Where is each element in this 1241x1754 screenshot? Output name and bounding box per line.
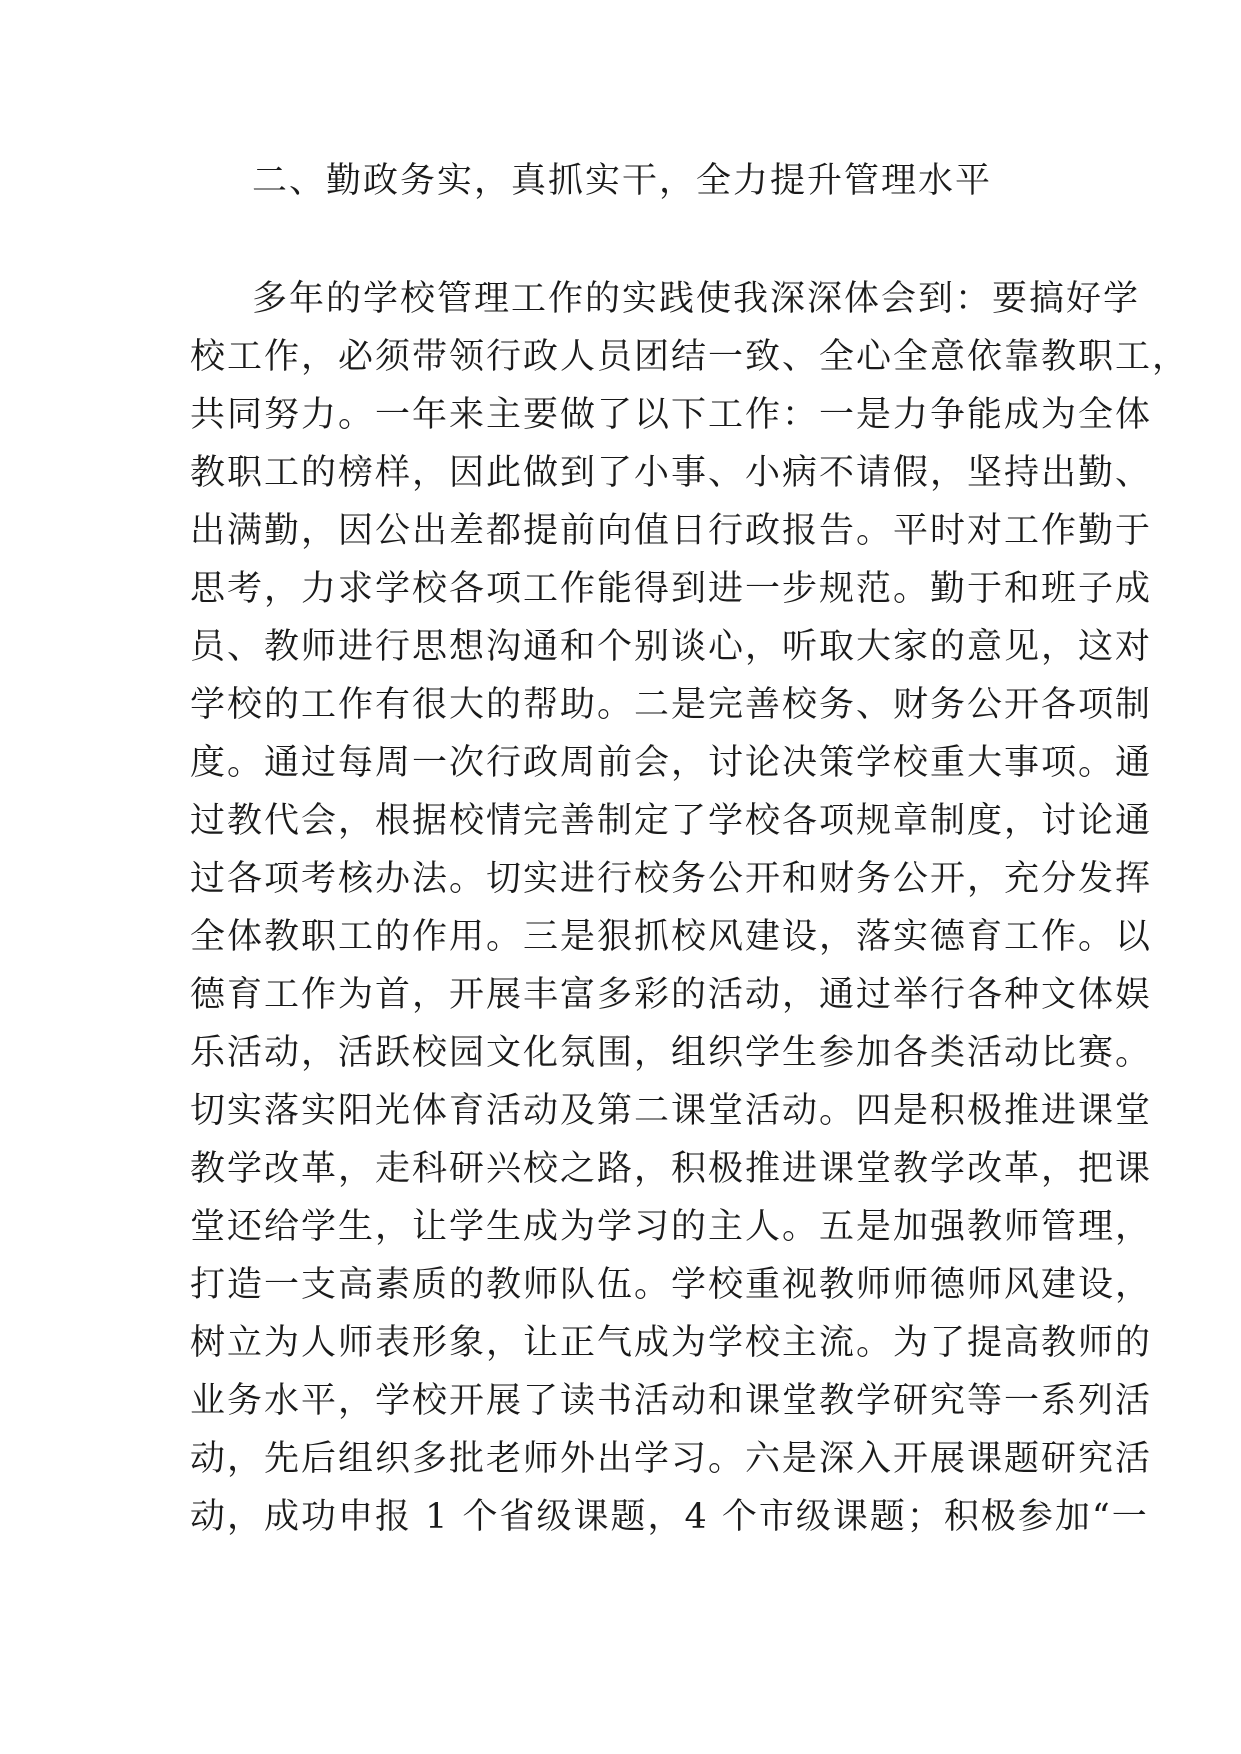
paragraph-line: 业务水平，学校开展了读书活动和课堂教学研究等一系列活 xyxy=(190,1381,1153,1421)
paragraph-line: 度。通过每周一次行政周前会，讨论决策学校重大事项。通 xyxy=(190,743,1153,783)
paragraph-line: 教学改革，走科研兴校之路，积极推进课堂教学改革，把课 xyxy=(190,1149,1153,1189)
paragraph-line: 教职工的榜样，因此做到了小事、小病不请假，坚持出勤、 xyxy=(190,453,1153,493)
paragraph-line: 堂还给学生，让学生成为学习的主人。五是加强教师管理， xyxy=(190,1207,1153,1247)
section-heading: 二、勤政务实，真抓实干，全力提升管理水平 xyxy=(252,161,993,201)
paragraph-line: 德育工作为首，开展丰富多彩的活动，通过举行各种文体娱 xyxy=(190,975,1153,1015)
paragraph-line: 学校的工作有很大的帮助。二是完善校务、财务公开各项制 xyxy=(190,685,1153,725)
paragraph-line: 打造一支高素质的教师队伍。学校重视教师师德师风建设， xyxy=(190,1265,1153,1305)
paragraph-line: 共同努力。一年来主要做了以下工作：一是力争能成为全体 xyxy=(190,395,1153,435)
paragraph-line: 乐活动，活跃校园文化氛围，组织学生参加各类活动比赛。 xyxy=(190,1033,1153,1073)
paragraph-line: 员、教师进行思想沟通和个别谈心，听取大家的意见，这对 xyxy=(190,627,1153,667)
paragraph-line: 树立为人师表形象，让正气成为学校主流。为了提高教师的 xyxy=(190,1323,1153,1363)
paragraph-line: 过各项考核办法。切实进行校务公开和财务公开，充分发挥 xyxy=(190,859,1153,899)
paragraph-line: 校工作，必须带领行政人员团结一致、全心全意依靠教职工， xyxy=(190,337,1190,377)
paragraph-line: 过教代会，根据校情完善制定了学校各项规章制度，讨论通 xyxy=(190,801,1153,841)
paragraph-line: 思考，力求学校各项工作能得到进一步规范。勤于和班子成 xyxy=(190,569,1153,609)
paragraph-line: 出满勤，因公出差都提前向值日行政报告。平时对工作勤于 xyxy=(190,511,1153,551)
body-paragraph xyxy=(190,270,1190,1546)
paragraph-line: 全体教职工的作用。三是狠抓校风建设，落实德育工作。以 xyxy=(190,917,1153,957)
paragraph-line: 动，先后组织多批老师外出学习。六是深入开展课题研究活 xyxy=(190,1439,1153,1479)
paragraph-line: 动，成功申报 1 个省级课题，4 个市级课题；积极参加“一 xyxy=(190,1497,1149,1537)
paragraph-line: 多年的学校管理工作的实践使我深深体会到：要搞好学 xyxy=(252,279,1141,319)
paragraph-line: 切实落实阳光体育活动及第二课堂活动。四是积极推进课堂 xyxy=(190,1091,1153,1131)
